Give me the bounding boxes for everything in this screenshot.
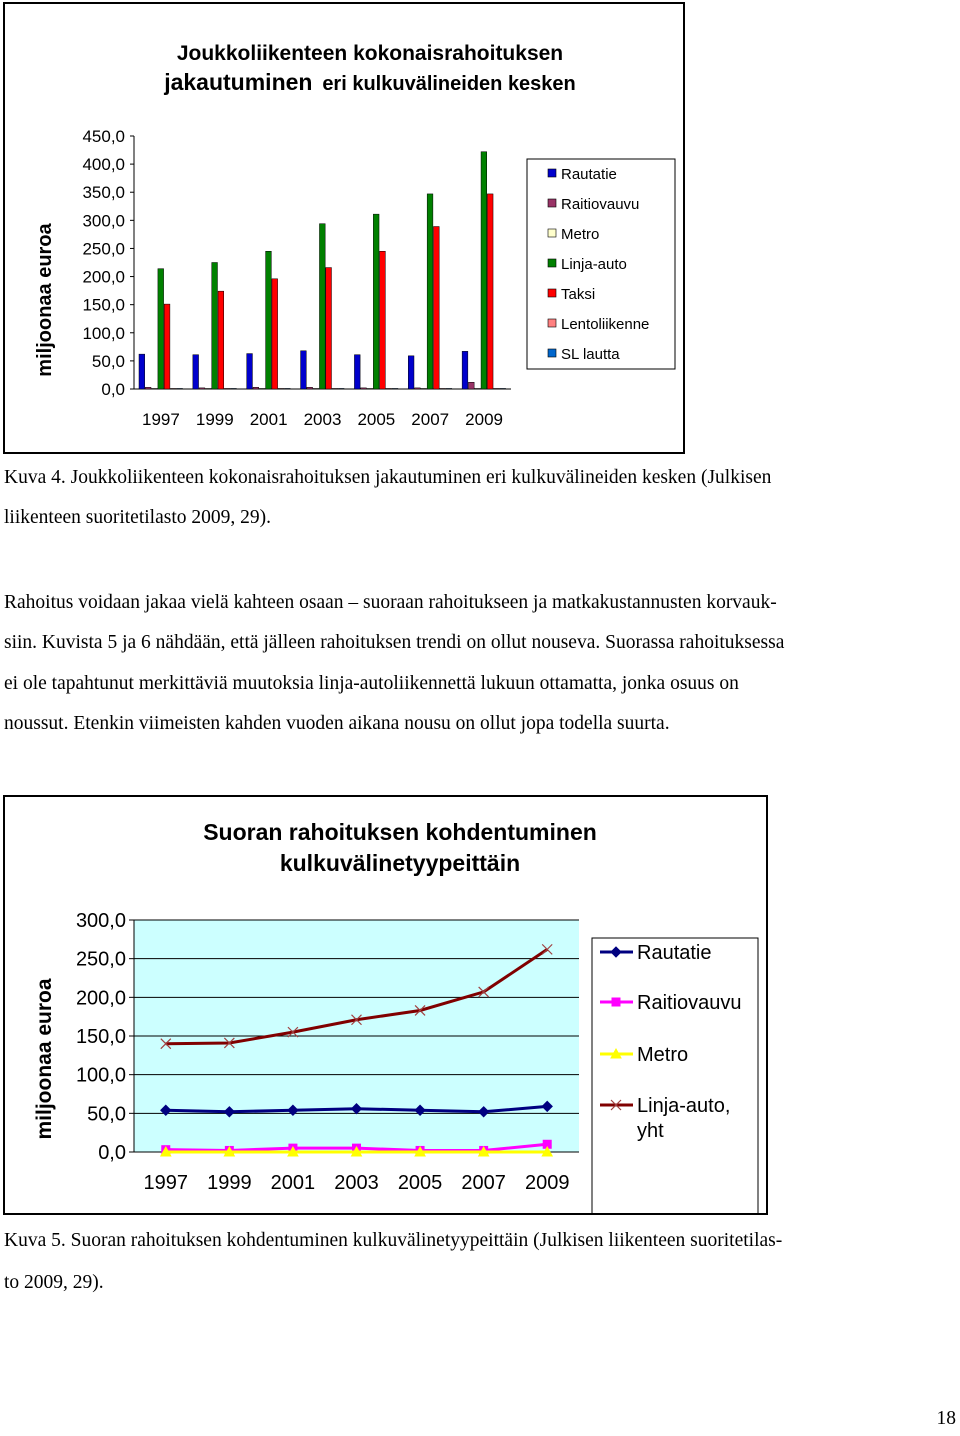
- bar-metro-1997: [152, 388, 158, 389]
- x-tick-label: 2009: [524, 1172, 570, 1194]
- bar-lentoliikenne-1997: [171, 388, 177, 389]
- bar-rautatie-2001: [247, 354, 253, 389]
- bar-lentoliikenne-1999: [224, 388, 230, 389]
- figure4-caption-line1: Kuva 4. Joukkoliikenteen kokonaisrahoituksen jakautuminen eri kulkuvälineiden kesken (Julkisen: [4, 467, 772, 488]
- bar-metro-2009: [475, 388, 481, 389]
- legend-swatch: [548, 289, 556, 297]
- legend-swatch: [548, 319, 556, 327]
- chart-title-line1: Joukkoliikenteen kokonaisrahoituksen: [176, 42, 564, 65]
- y-tick-label: 0,0: [98, 1142, 126, 1164]
- y-tick-label: 300,0: [75, 910, 126, 932]
- legend: [592, 938, 758, 1213]
- legend-entry-label: Raitiovauvu: [637, 992, 742, 1014]
- x-tick-label: 2007: [411, 410, 450, 429]
- bar-sl-lautta-2003: [338, 388, 344, 389]
- legend-swatch: [548, 259, 556, 267]
- bar-linja-auto-2005: [373, 214, 379, 389]
- bar-metro-1999: [205, 388, 211, 389]
- x-tick-label: 2003: [334, 1172, 379, 1194]
- legend-entry-label: Lentoliikenne: [561, 316, 650, 333]
- bar-sl-lautta-1997: [177, 388, 183, 389]
- x-tick-label: 2005: [357, 410, 396, 429]
- bar-taksi-2009: [487, 194, 493, 389]
- bar-linja-auto-2003: [319, 224, 325, 389]
- bar-chart-svg: [5, 4, 683, 452]
- bar-raitiovauvu-2005: [361, 388, 367, 389]
- bar-linja-auto-2009: [481, 152, 487, 389]
- y-tick-label: 150,0: [82, 295, 125, 315]
- bar-lentoliikenne-2001: [278, 388, 284, 389]
- x-tick-label: 2001: [270, 1172, 316, 1194]
- line-chart-direct-funding: [3, 795, 768, 1215]
- bar-linja-auto-1999: [212, 263, 218, 390]
- legend-swatch: [548, 169, 556, 177]
- bar-taksi-2007: [433, 227, 439, 389]
- bar-taksi-1999: [218, 291, 224, 389]
- x-tick-label: 1999: [195, 410, 234, 429]
- bar-sl-lautta-2009: [500, 388, 506, 389]
- y-axis-label: miljoonaa euroa: [34, 223, 56, 377]
- x-tick-label: 2001: [249, 410, 288, 429]
- legend-marker-raitiovauvu: [612, 998, 620, 1006]
- bar-metro-2007: [421, 388, 427, 389]
- y-tick-label: 250,0: [82, 239, 125, 259]
- y-tick-label: 50,0: [91, 351, 125, 371]
- bar-linja-auto-1997: [158, 269, 164, 389]
- bar-raitiovauvu-1999: [199, 388, 205, 389]
- body-paragraph-line1: Rahoitus voidaan jakaa vielä kahteen osaan – suoraan rahoitukseen ja matkakustannusten korvauk-: [4, 592, 777, 613]
- legend-entry-label: Taksi: [561, 286, 596, 303]
- legend-box: [592, 938, 758, 1213]
- legend-swatch: [548, 349, 556, 357]
- chart-title-line2-rest: eri kulkuvälineiden kesken: [322, 73, 576, 95]
- y-tick-label: 350,0: [82, 183, 125, 203]
- bar-raitiovauvu-2007: [415, 388, 421, 389]
- y-tick-label: 200,0: [75, 987, 126, 1010]
- x-tick-label: 1999: [207, 1172, 252, 1194]
- y-tick-label: 450,0: [82, 127, 125, 146]
- bars: [139, 152, 506, 389]
- chart-title-line2-bold: jakautuminen: [164, 69, 313, 95]
- legend-entry-label: Metro: [561, 226, 600, 243]
- legend-entry-label: Linja-auto, yht: [637, 1095, 731, 1142]
- y-axis-label: miljoonaa euroa: [33, 978, 56, 1140]
- page-number: 18: [936, 1408, 956, 1429]
- bar-sl-lautta-1999: [231, 388, 237, 389]
- legend-entry-label: Metro: [637, 1044, 689, 1066]
- x-tick-label: 2009: [465, 410, 503, 429]
- y-tick-label: 100,0: [75, 1064, 126, 1087]
- bar-linja-auto-2001: [266, 251, 272, 389]
- bar-taksi-2005: [380, 251, 386, 389]
- bar-metro-2005: [367, 388, 373, 389]
- figure4-caption-line2: liikenteen suoritetilasto 2009, 29).: [4, 507, 271, 528]
- body-paragraph-line4: noussut. Etenkin viimeisten kahden vuoden aikana nousu on ollut jopa todella suurta.: [4, 713, 670, 734]
- bar-raitiovauvu-2003: [307, 387, 313, 389]
- x-tick-label: 2003: [303, 410, 342, 429]
- x-tick-label: 1997: [143, 1172, 189, 1194]
- legend-entry-label: SL lautta: [561, 346, 620, 363]
- bar-lentoliikenne-2003: [332, 388, 338, 389]
- bar-chart-total-funding: [3, 2, 685, 454]
- bar-sl-lautta-2007: [446, 388, 452, 389]
- bar-lentoliikenne-2009: [494, 388, 500, 389]
- legend-swatch: [548, 229, 556, 237]
- y-tick-label: 300,0: [82, 211, 125, 231]
- bar-lentoliikenne-2005: [386, 388, 392, 389]
- figure5-caption-line1: Kuva 5. Suoran rahoituksen kohdentuminen kulkuvälinetyypeittäin (Julkisen liikenteen suoritetilas-: [4, 1230, 783, 1251]
- bar-taksi-2003: [326, 268, 332, 389]
- legend-swatch: [548, 199, 556, 207]
- bar-metro-2001: [259, 388, 265, 389]
- bar-rautatie-2009: [462, 351, 468, 389]
- body-paragraph-line2: siin. Kuvista 5 ja 6 nähdään, että jälleen rahoituksen trendi on ollut nouseva. Suorassa rahoituksessa: [4, 632, 785, 653]
- bar-rautatie-1999: [193, 355, 199, 389]
- legend-entry-label: Rautatie: [637, 942, 712, 964]
- chart-title-line2: [163, 69, 576, 95]
- y-tick-label: 100,0: [82, 323, 125, 343]
- line-chart-svg: [5, 797, 766, 1213]
- bar-metro-2003: [313, 388, 319, 389]
- y-tick-label: 50,0: [87, 1103, 126, 1126]
- y-tick-label: 200,0: [82, 267, 125, 287]
- bar-taksi-2001: [272, 279, 278, 389]
- legend-entry-label: Linja-auto: [561, 256, 627, 273]
- bar-raitiovauvu-2001: [253, 387, 259, 389]
- y-tick-label: 400,0: [82, 155, 125, 175]
- body-paragraph-line3: ei ole tapahtunut merkittäviä muutoksia linja-autoliikennettä lukuun ottamatta, jonka osuus on: [4, 673, 739, 694]
- y-tick-label: 250,0: [75, 948, 126, 971]
- bar-sl-lautta-2005: [392, 388, 398, 389]
- y-tick-label: 150,0: [75, 1026, 126, 1048]
- figure5-caption-line2: to 2009, 29).: [4, 1272, 104, 1293]
- x-tick-label: 2007: [461, 1172, 506, 1194]
- bar-rautatie-1997: [139, 354, 145, 389]
- legend: [527, 159, 675, 369]
- x-tick-label: 2005: [397, 1172, 443, 1194]
- bar-rautatie-2003: [301, 351, 307, 389]
- axes: [82, 127, 511, 429]
- y-tick-label: 0,0: [101, 380, 125, 399]
- bar-raitiovauvu-2009: [468, 382, 474, 389]
- bar-lentoliikenne-2007: [440, 388, 446, 389]
- legend-entry-label: Raitiovauvu: [561, 196, 640, 213]
- bar-rautatie-2005: [354, 355, 360, 389]
- bar-raitiovauvu-1997: [145, 387, 151, 389]
- bar-rautatie-2007: [408, 356, 414, 389]
- bar-sl-lautta-2001: [285, 388, 291, 389]
- chart-title-line1: Suoran rahoituksen kohdentuminen: [203, 819, 597, 845]
- bar-taksi-1997: [164, 304, 170, 389]
- legend-entry-label: Rautatie: [561, 166, 617, 183]
- bar-linja-auto-2007: [427, 194, 433, 389]
- chart-title-line2: kulkuvälinetyypeittäin: [279, 850, 521, 876]
- x-tick-label: 1997: [142, 410, 180, 429]
